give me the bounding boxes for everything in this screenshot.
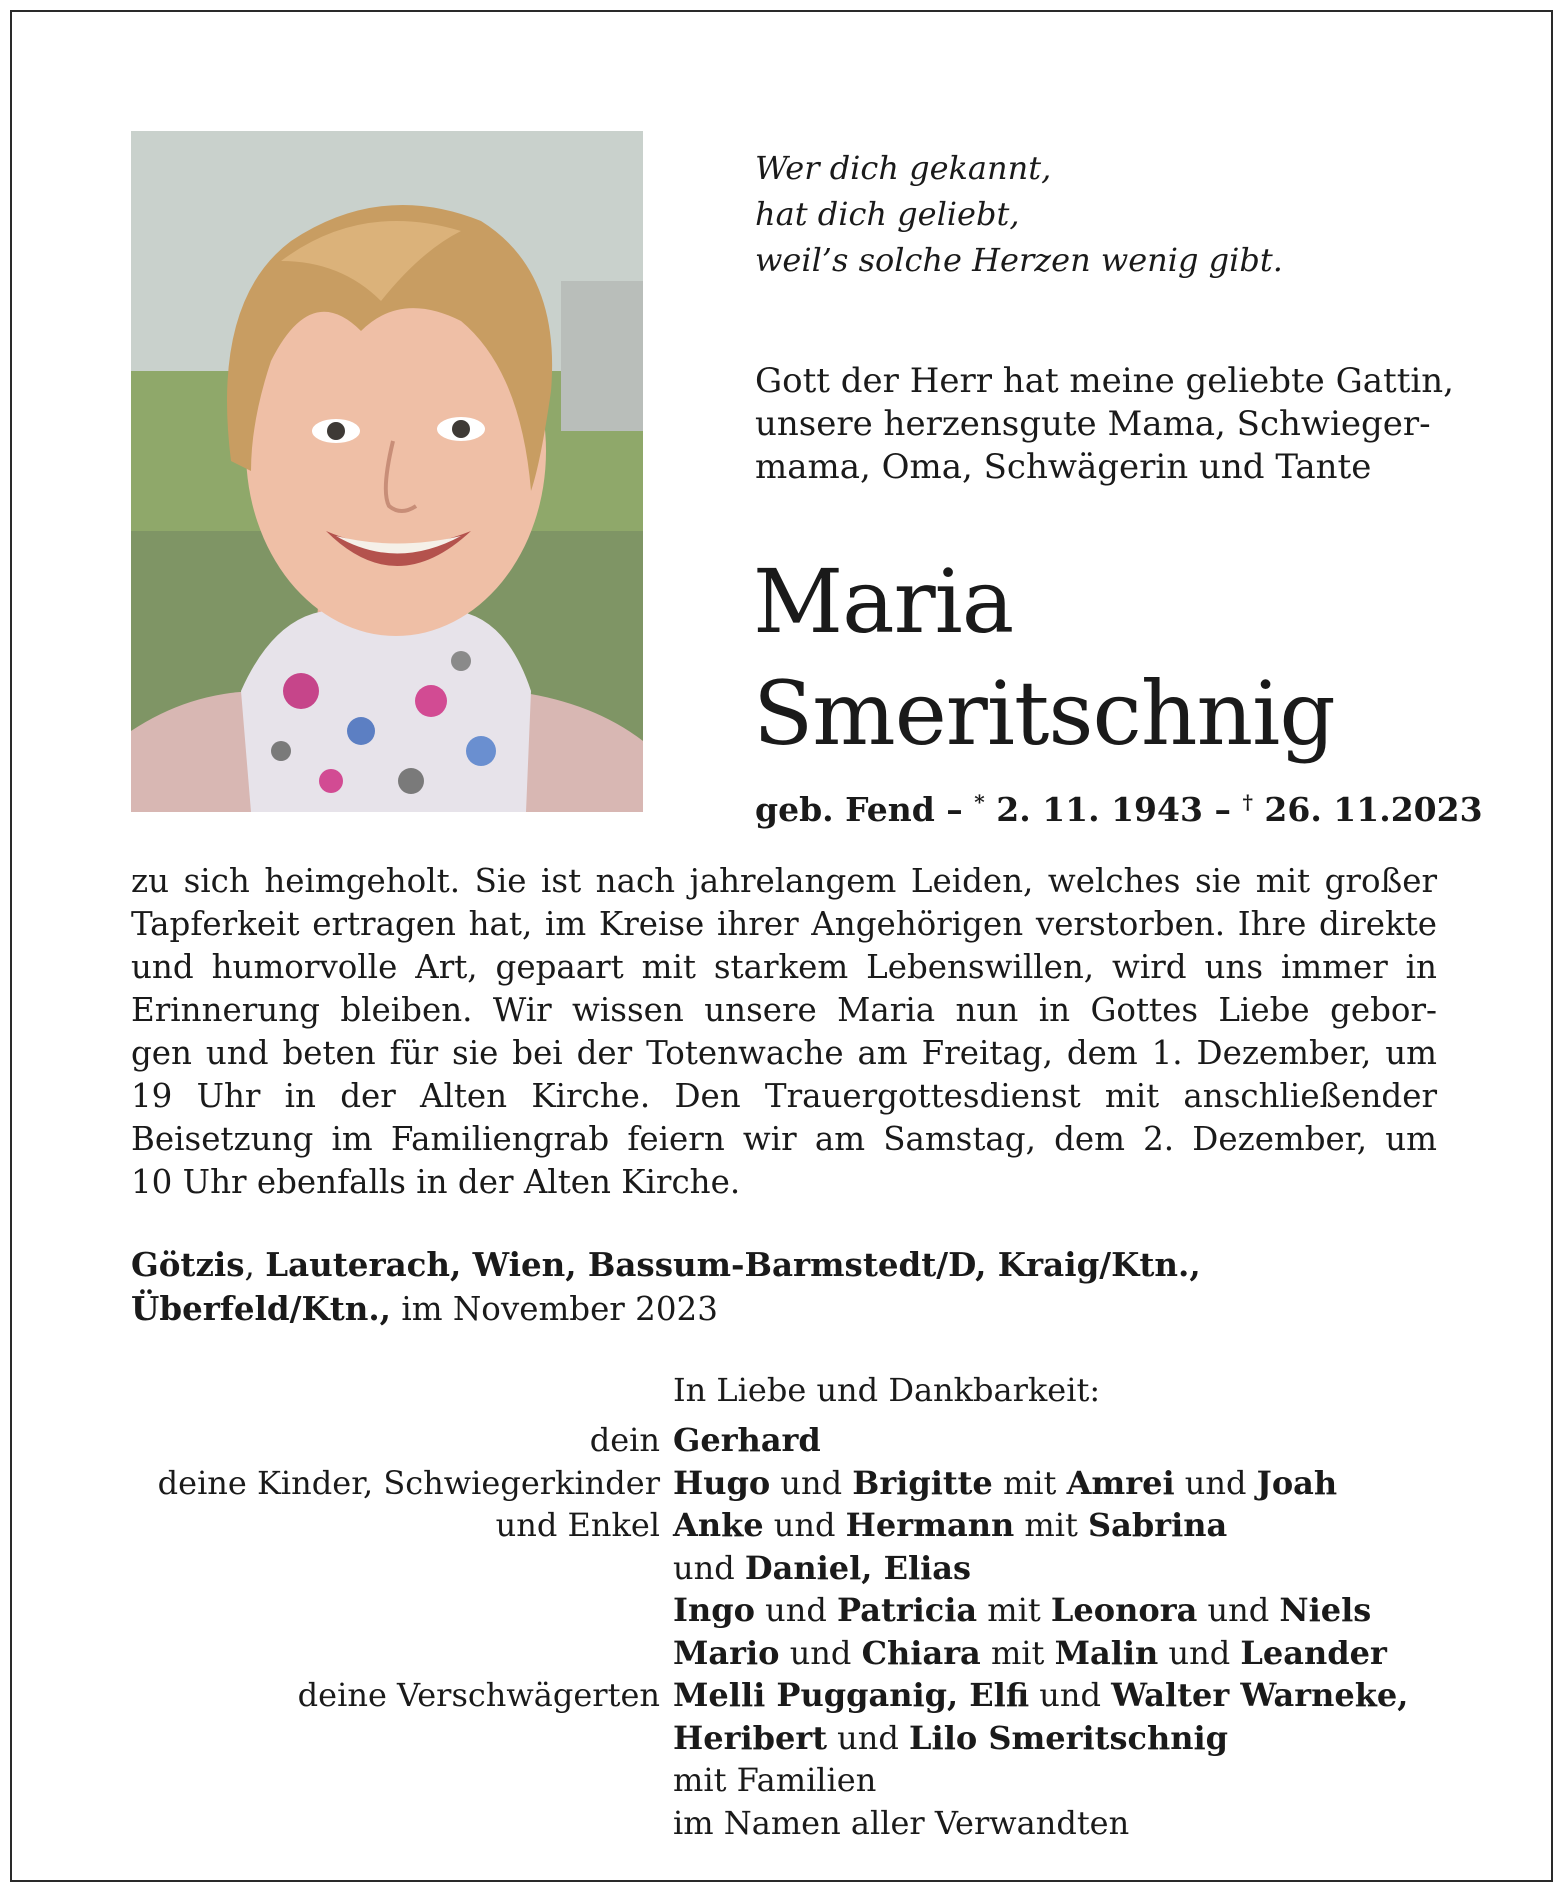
death-date: 26. 11.2023: [1252, 790, 1483, 829]
name: Sabrina: [1088, 1506, 1228, 1544]
place-sep: ,: [244, 1246, 266, 1284]
connector: und: [1158, 1633, 1241, 1672]
name: Hermann: [845, 1506, 1015, 1544]
connector: und: [826, 1718, 910, 1757]
place-bold: Überfeld/Ktn.,: [131, 1289, 391, 1328]
intro-line: Gott der Herr hat meine geliebte Gattin,: [755, 361, 1454, 401]
relation-label: deine Kinder, Schwiegerkinder: [157, 1463, 660, 1502]
birth-symbol: *: [974, 790, 985, 814]
connector: und: [779, 1633, 862, 1672]
name: Malin: [1054, 1633, 1159, 1672]
name: Leander: [1240, 1633, 1387, 1672]
signature-row: [0, 1717, 1567, 1760]
connector: mit: [977, 1591, 1051, 1629]
body-line: Beisetzung im Familiengrab feiern wir am Samstag, dem 2. Dezember, um: [131, 1120, 1437, 1158]
connector: und: [673, 1548, 745, 1587]
last-name: Smeritschnig: [753, 662, 1335, 765]
signatures: [0, 1419, 1567, 1844]
quote-line: weil’s solche Herzen wenig gibt.: [755, 241, 1283, 279]
intro-line: unsere herzensgute Mama, Schwieger-: [755, 404, 1431, 444]
connector: und: [1197, 1591, 1280, 1629]
signature-row: [0, 1462, 1567, 1505]
name: Brigitte: [852, 1463, 993, 1502]
name: Anke: [673, 1506, 764, 1544]
signature-row: [0, 1547, 1567, 1590]
relation-label: deine Verschwägerten: [297, 1676, 660, 1714]
family-note: mit Familien: [673, 1761, 877, 1799]
places-line: [131, 1243, 1201, 1331]
death-symbol: †: [1242, 790, 1253, 814]
signature-row: [0, 1759, 1567, 1802]
name: Hugo: [673, 1463, 771, 1502]
connector: und: [1029, 1676, 1112, 1714]
life-dates: [755, 780, 1483, 832]
connector: und: [770, 1463, 853, 1502]
name: Gerhard: [673, 1421, 821, 1459]
place-bold: Lauterach, Wien, Bassum-Barmstedt/D, Kraig/Ktn.,: [265, 1245, 1201, 1284]
body-line: Erinnerung bleiben. Wir wissen unsere Maria nun in Gottes Liebe gebor-: [131, 991, 1437, 1029]
signature-row: [0, 1632, 1567, 1675]
name: Daniel, Elias: [744, 1548, 972, 1587]
connector: und: [754, 1591, 837, 1629]
name: Joah: [1256, 1463, 1338, 1502]
place-bold: Götzis: [131, 1245, 245, 1284]
name: Patricia: [837, 1591, 978, 1629]
connector: mit: [980, 1633, 1055, 1672]
quote: [755, 145, 1283, 283]
date-text: im November 2023: [390, 1290, 718, 1328]
connector: mit: [1014, 1506, 1089, 1544]
deceased-name: [753, 546, 1335, 770]
birth-name: geb. Fend: [755, 790, 935, 829]
connector: und: [763, 1506, 846, 1544]
separator: –: [934, 790, 975, 829]
name: Niels: [1279, 1591, 1372, 1629]
name: Mario: [673, 1633, 780, 1672]
connector: und: [1174, 1463, 1257, 1502]
name: Amrei: [1066, 1463, 1175, 1502]
name: Heribert: [673, 1718, 827, 1757]
signature-row: [0, 1504, 1567, 1547]
body-line: Tapferkeit ertragen hat, im Kreise ihrer Angehörigen verstorben. Ihre direkte: [131, 905, 1437, 943]
name: Lilo Smeritschnig: [909, 1718, 1229, 1757]
signature-row: [0, 1589, 1567, 1632]
body-line: zu sich heimgeholt. Sie ist nach jahrelangem Leiden, welches sie mit großer: [131, 862, 1437, 900]
quote-line: Wer dich gekannt,: [755, 149, 1052, 187]
relation-label: dein: [589, 1421, 660, 1459]
birth-date: 2. 11. 1943: [984, 790, 1203, 829]
relatives-note: im Namen aller Verwandten: [673, 1803, 1130, 1842]
separator: –: [1202, 790, 1243, 829]
thanks-line: In Liebe und Dankbarkeit:: [673, 1371, 1101, 1409]
name: Ingo: [673, 1591, 755, 1629]
intro-text: [755, 360, 1454, 489]
body-text: [131, 860, 1437, 1204]
name: Melli Pugganig, Elfi: [673, 1676, 1030, 1714]
signature-row: [0, 1802, 1567, 1845]
name: Walter Warneke,: [1111, 1676, 1409, 1714]
quote-line: hat dich geliebt,: [755, 195, 1020, 233]
body-line: 10 Uhr ebenfalls in der Alten Kirche.: [131, 1163, 741, 1201]
signature-row: [0, 1674, 1567, 1717]
intro-line: mama, Oma, Schwägerin und Tante: [755, 447, 1372, 487]
portrait-photo: [131, 131, 643, 812]
relation-label: und Enkel: [495, 1506, 660, 1544]
name: Chiara: [861, 1633, 981, 1672]
connector: mit: [992, 1463, 1067, 1502]
body-line: und humorvolle Art, gepaart mit starkem Lebenswillen, wird uns immer in: [131, 948, 1437, 986]
name: Leonora: [1050, 1591, 1198, 1629]
signature-row: [0, 1419, 1567, 1462]
body-line: 19 Uhr in der Alten Kirche. Den Trauergottesdienst mit anschließender: [131, 1077, 1437, 1115]
first-name: Maria: [753, 550, 1014, 653]
body-line: gen und beten für sie bei der Totenwache am Freitag, dem 1. Dezember, um: [131, 1034, 1437, 1072]
